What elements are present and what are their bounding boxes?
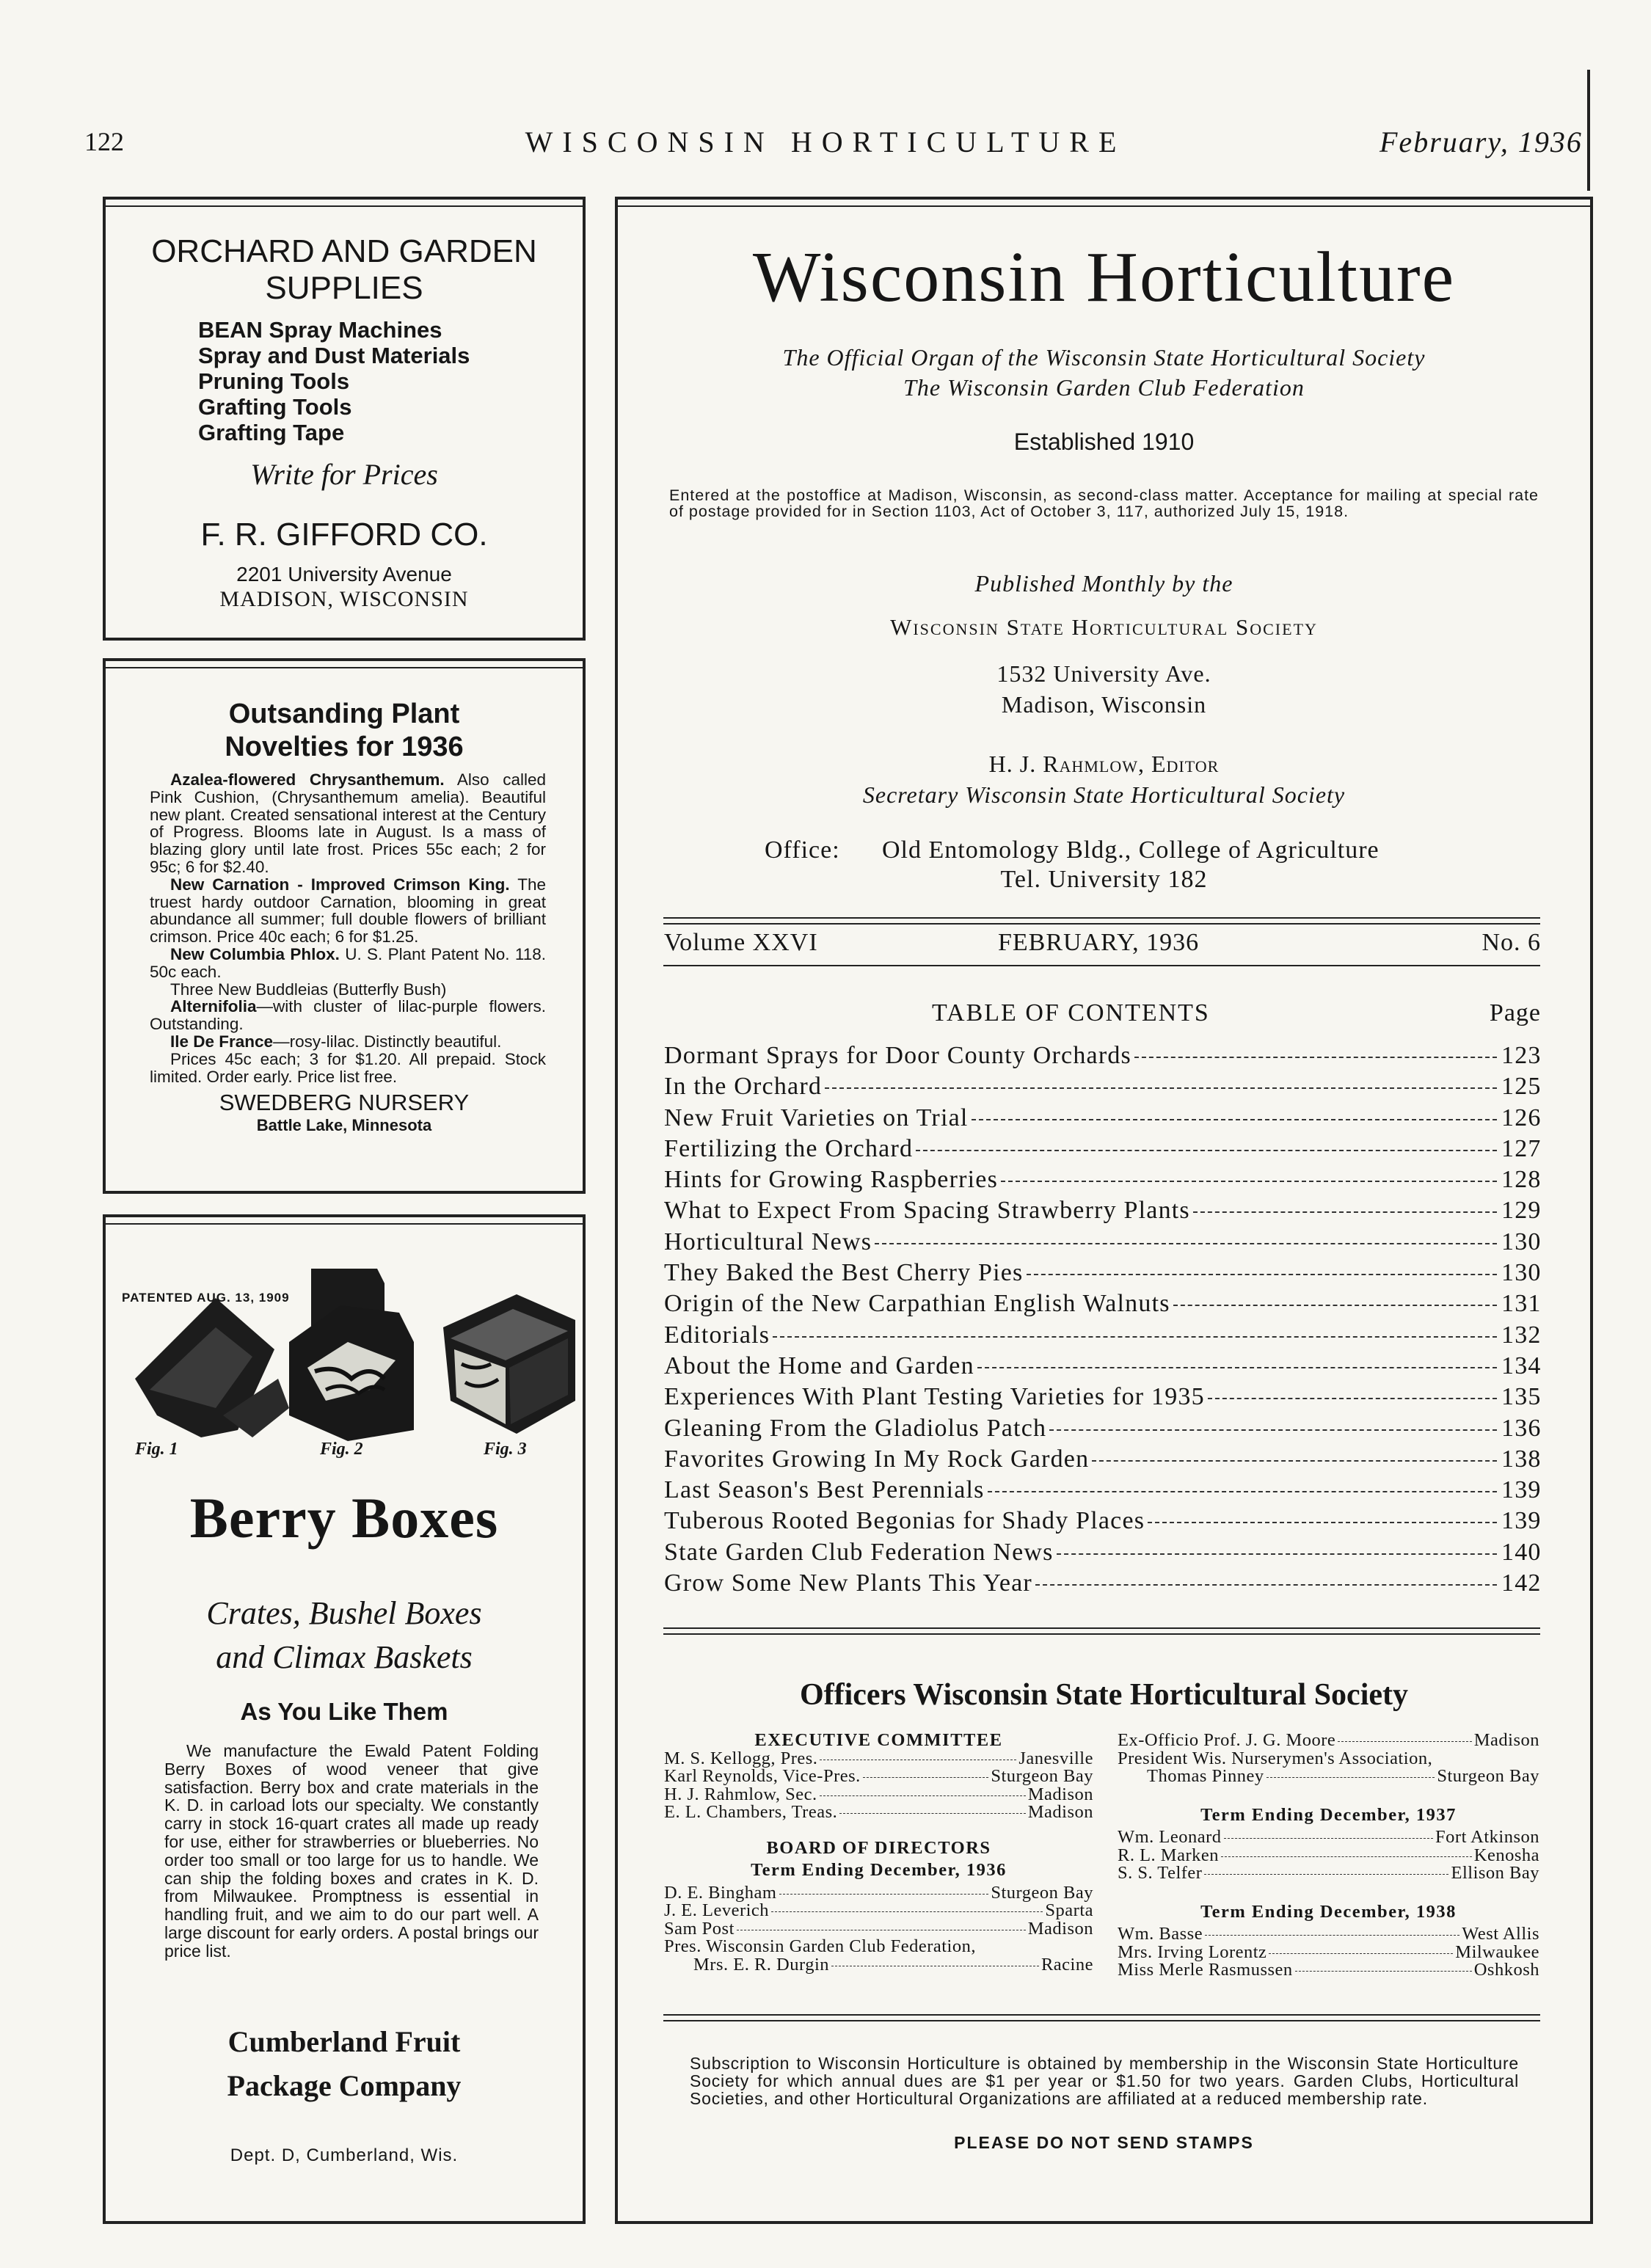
officer-row	[1118, 1925, 1539, 1944]
issue-number: No. 6	[1481, 929, 1541, 956]
no-stamps-notice: PLEASE DO NOT SEND STAMPS	[954, 2133, 1254, 2152]
toc-entry	[664, 1569, 1541, 1600]
officer-row	[664, 1956, 1093, 1975]
toc-entry-title: Tuberous Rooted Begonias for Shady Places	[664, 1507, 1145, 1535]
toc-entry	[664, 1415, 1541, 1445]
cumberland-address: Dept. D, Cumberland, Wis.	[230, 2145, 459, 2165]
toc-entry-title: State Garden Club Federation News	[664, 1538, 1054, 1566]
rule	[663, 2020, 1540, 2021]
leader-dots	[1092, 1460, 1497, 1462]
gifford-item: Spray and Dust Materials	[198, 343, 470, 368]
subtitle-line: Crates, Bushel Boxes	[206, 1595, 482, 1631]
toc-entry-title: Hints for Growing Raspberries	[664, 1166, 999, 1194]
leader-dots	[1027, 1274, 1498, 1275]
leader-dots	[988, 1491, 1497, 1492]
officer-row	[664, 1902, 1093, 1920]
cumberland-body: We manufacture the Ewald Patent Folding Berry Boxes of wood veneer that give satisfaction. Berry box and crate materials in the K. D. in carload lots our specialty. We constantly carry in stock 16-quart crates all made up ready for use, either for strawberries or blueberries. No order too small or too large for us to handle. We can ship the folding boxes and crates in K. D. from Milwaukee. Promptness is essential in handling fruit, and we aim to do our part well. A large discount for early orders. A postal brings our price list.	[164, 1741, 539, 1961]
organ-line: The Official Organ of the Wisconsin State Horticultural Society	[782, 344, 1426, 371]
officer-row	[664, 1786, 1093, 1804]
officer-row	[664, 1768, 1093, 1786]
board-1938-list	[1118, 1925, 1539, 1980]
term-1937-heading: Term Ending December, 1937	[1200, 1804, 1457, 1825]
swedberg-text: Three New Buddleias (Butterfly Bush)	[170, 980, 447, 999]
officer-row	[1118, 1847, 1539, 1865]
cumberland-slogan: As You Like Them	[240, 1698, 448, 1725]
organ-line: The Wisconsin Garden Club Federation	[903, 374, 1305, 401]
officer-row	[664, 1804, 1093, 1822]
toc-entry	[664, 1135, 1541, 1166]
gifford-item-list	[198, 317, 583, 445]
fig-label: Fig. 2	[320, 1440, 363, 1459]
officer-city: Madison	[1027, 1802, 1093, 1822]
leader-dots	[1295, 1971, 1472, 1972]
officer-name: Mrs. E. R. Durgin	[693, 1954, 830, 1975]
leader-dots	[1134, 1057, 1497, 1058]
toc-entry-title: Editorials	[664, 1321, 770, 1349]
swedberg-product: Ile De France	[170, 1032, 274, 1051]
swedberg-body	[150, 771, 546, 1085]
toc-entry-page: 130	[1501, 1228, 1542, 1255]
editor-block	[618, 748, 1590, 810]
swedberg-paragraph	[150, 981, 546, 999]
gifford-item: BEAN Spray Machines	[198, 317, 442, 343]
toc-entry-page: 123	[1501, 1042, 1542, 1069]
toc-entry	[664, 1259, 1541, 1290]
rule	[663, 2014, 1540, 2016]
swedberg-paragraph	[150, 876, 546, 946]
toc-entry	[664, 1197, 1541, 1228]
swedberg-text: —with cluster of lilac-purple flowers. Outstanding.	[150, 997, 546, 1034]
officer-row	[1118, 1941, 1539, 1962]
toc-entry-page: 132	[1501, 1321, 1542, 1349]
leader-dots	[820, 1795, 1026, 1796]
toc-entry-page: 136	[1501, 1414, 1542, 1442]
officer-row	[1118, 1732, 1539, 1750]
toc-entry-title: Grow Some New Plants This Year	[664, 1569, 1032, 1597]
toc-entry-title: What to Expect From Spacing Strawberry Plants	[664, 1197, 1190, 1225]
toc-entry-page: 142	[1501, 1569, 1542, 1597]
toc-entry	[664, 1321, 1541, 1352]
toc-entry-page: 135	[1501, 1383, 1542, 1411]
leader-dots	[1001, 1181, 1497, 1182]
fig-label: Fig. 1	[135, 1440, 178, 1459]
leader-dots	[1204, 1874, 1448, 1875]
volume-month: FEBRUARY, 1936	[998, 929, 1200, 956]
gifford-city: MADISON, WISCONSIN	[219, 587, 469, 611]
berry-boxes-title: Berry Boxes	[189, 1486, 499, 1550]
swedberg-text: Prices 45c each; 3 for $1.20. All prepaid. Stock limited. Order early. Price list free.	[150, 1049, 546, 1086]
toc-entry-page: 140	[1501, 1538, 1542, 1566]
officer-name: Ex-Officio Prof. J. G. Moore	[1118, 1730, 1336, 1750]
officer-row	[1118, 1864, 1539, 1883]
leader-dots	[1049, 1429, 1497, 1431]
swedberg-heading: Outsanding Plant Novelties for 1936	[225, 699, 464, 762]
gifford-item: Grafting Tape	[198, 420, 345, 445]
subtitle-line: and Climax Baskets	[216, 1639, 473, 1675]
rule	[663, 923, 1540, 925]
term-1936-heading: Term Ending December, 1936	[751, 1860, 1007, 1880]
toc-entry	[664, 1383, 1541, 1414]
toc-entry-page: 128	[1501, 1166, 1542, 1194]
term-1938-heading: Term Ending December, 1938	[1200, 1901, 1457, 1922]
toc-entry-page: 126	[1501, 1104, 1542, 1131]
volume-line	[664, 929, 1541, 958]
officer-city: Janesville	[1018, 1748, 1093, 1768]
toc-entry	[664, 1104, 1541, 1135]
officer-name: E. L. Chambers, Treas.	[664, 1802, 838, 1822]
officer-city: Racine	[1040, 1954, 1093, 1975]
toc-entry-title: Origin of the New Carpathian English Walnuts	[664, 1290, 1170, 1318]
officer-name: J. E. Leverich	[664, 1900, 770, 1920]
toc-heading: TABLE OF CONTENTS	[932, 999, 1210, 1027]
officer-city: Madison	[1027, 1784, 1093, 1804]
board-1937-list	[1118, 1828, 1539, 1883]
swedberg-product: New Carnation - Improved Crimson King.	[170, 875, 510, 894]
toc-entry	[664, 1445, 1541, 1476]
leader-dots	[839, 1813, 1026, 1814]
cumberland-advertisement	[103, 1214, 586, 2224]
gifford-company: F. R. GIFFORD CO.	[200, 517, 488, 553]
fig3-crate-image	[443, 1294, 575, 1434]
office-address: Old Entomology Bldg., College of Agriculture	[882, 836, 1380, 864]
toc-entry-title: Gleaning From the Gladiolus Patch	[664, 1414, 1047, 1442]
leader-dots	[779, 1894, 989, 1895]
leader-dots	[1269, 1953, 1453, 1954]
berry-boxes-subtitle	[106, 1591, 583, 1680]
rule	[663, 917, 1540, 919]
leader-dots	[773, 1336, 1497, 1338]
postal-notice: Entered at the postoffice at Madison, Wisconsin, as second-class matter. Acceptance for mailing at special rate of postage provided for in Section 1103, Act of October 3, 117, authorized July 15, 1918.	[669, 486, 1539, 520]
leader-dots	[1208, 1398, 1497, 1399]
toc-entry	[664, 1507, 1541, 1538]
board-1936-list	[664, 1884, 1093, 1939]
leader-dots	[863, 1777, 989, 1778]
swedberg-text: —rosy-lilac. Distinctly beautiful.	[273, 1032, 502, 1051]
toc-entry-title: They Baked the Best Cherry Pies	[664, 1259, 1024, 1287]
gifford-item: Grafting Tools	[198, 394, 352, 420]
leader-dots	[1205, 1935, 1459, 1936]
officer-row	[664, 1920, 1093, 1939]
leader-dots	[916, 1150, 1497, 1151]
telephone: Tel. University 182	[1000, 866, 1208, 893]
toc-entry-page: 130	[1501, 1259, 1542, 1287]
swedberg-location: Battle Lake, Minnesota	[256, 1116, 432, 1135]
swedberg-advertisement	[103, 658, 586, 1194]
company-line: Package Company	[227, 2069, 462, 2102]
swedberg-product: Azalea-flowered Chrysanthemum.	[170, 770, 445, 789]
address-line: 1532 University Ave.	[996, 660, 1211, 687]
leader-dots	[875, 1243, 1497, 1244]
leader-dots	[1148, 1522, 1497, 1523]
swedberg-paragraph	[150, 771, 546, 876]
masthead-title: Wisconsin Horticulture	[752, 238, 1456, 317]
toc-entry-page: 139	[1501, 1476, 1542, 1504]
toc-entry-title: Horticultural News	[664, 1228, 872, 1255]
garden-pres-line: Pres. Wisconsin Garden Club Federation,	[664, 1936, 976, 1956]
leader-dots	[1221, 1856, 1472, 1857]
officer-city: Oshkosh	[1473, 1960, 1539, 1980]
officer-city: Sturgeon Bay	[991, 1766, 1093, 1786]
leader-dots	[1057, 1553, 1497, 1555]
volume-number: Volume XXVI	[664, 929, 818, 956]
running-title: WISCONSIN HORTICULTURE	[525, 125, 1126, 158]
leader-dots	[1173, 1305, 1497, 1306]
officer-row	[664, 1884, 1093, 1903]
leader-dots	[771, 1911, 1043, 1912]
toc-entry	[664, 1290, 1541, 1321]
swedberg-paragraph	[150, 1051, 546, 1086]
toc-page-label: Page	[1489, 999, 1541, 1027]
established-year: Established 1910	[1013, 429, 1195, 455]
toc-entry-title: About the Home and Garden	[664, 1352, 974, 1379]
officer-name: D. E. Bingham	[664, 1882, 777, 1903]
officer-row	[1118, 1961, 1539, 1980]
officer-city: Sturgeon Bay	[991, 1882, 1093, 1903]
leader-dots	[1338, 1741, 1471, 1742]
officers-title: Officers Wisconsin State Horticultural Society	[799, 1678, 1408, 1712]
swedberg-text: Also called Pink Cushion, (Chrysanthemum amelia). Beautiful new plant. Created sensational interest at the Century of Progress. Blooms late in August. Is a mass of blazing glory until late frost. Prices 55c each; 2 for 95c; 6 for $2.40.	[150, 770, 546, 876]
officer-city: Sparta	[1045, 1900, 1093, 1920]
executive-list	[664, 1750, 1093, 1822]
officer-name: M. S. Kellogg, Pres.	[664, 1748, 818, 1768]
toc-entry-page: 134	[1501, 1352, 1542, 1379]
officer-name: Wm. Leonard	[1118, 1827, 1222, 1847]
rule	[663, 1633, 1540, 1635]
swedberg-paragraph	[150, 1033, 546, 1051]
officer-name: Miss Merle Rasmussen	[1118, 1960, 1293, 1980]
toc-entry-title: Favorites Growing In My Rock Garden	[664, 1445, 1090, 1473]
toc-entry	[664, 1228, 1541, 1259]
cumberland-company	[106, 2020, 583, 2108]
toc-header	[664, 999, 1541, 1032]
editor-name: H. J. Rahmlow, Editor	[988, 751, 1220, 777]
official-organ	[618, 343, 1590, 403]
toc-entry-title: Fertilizing the Orchard	[664, 1134, 914, 1162]
officer-city: Sturgeon Bay	[1437, 1766, 1539, 1786]
table-of-contents	[664, 1042, 1541, 1600]
leader-dots	[1193, 1211, 1497, 1213]
officer-name: Thomas Pinney	[1147, 1766, 1264, 1786]
toc-entry	[664, 1352, 1541, 1383]
society-name: Wisconsin State Horticultural Society	[890, 614, 1318, 640]
officer-city: Kenosha	[1473, 1845, 1539, 1865]
fig-label: Fig. 3	[484, 1440, 527, 1459]
leader-dots	[977, 1367, 1497, 1368]
fig1-flat-box-image	[135, 1298, 289, 1437]
leader-dots	[1267, 1777, 1435, 1778]
rule	[663, 1627, 1540, 1629]
page-edge-rule	[1587, 70, 1590, 191]
swedberg-text: U. S. Plant Patent No. 118. 50c each.	[150, 944, 546, 981]
officer-name: Sam Post	[664, 1918, 735, 1939]
officer-city: Ellison Bay	[1451, 1863, 1539, 1883]
address-line: Madison, Wisconsin	[1001, 691, 1207, 718]
swedberg-product: New Columbia Phlox.	[170, 944, 340, 963]
toc-entry-title: New Fruit Varieties on Trial	[664, 1104, 969, 1131]
toc-entry-page: 139	[1501, 1507, 1542, 1535]
editor-title: Secretary Wisconsin State Horticultural Society	[862, 781, 1346, 808]
gifford-advertisement	[103, 197, 586, 641]
officer-city: Madison	[1473, 1730, 1539, 1750]
leader-dots	[972, 1119, 1497, 1120]
fig2-tall-box-image	[289, 1269, 414, 1441]
officer-name: H. J. Rahmlow, Sec.	[664, 1784, 817, 1804]
officer-city: Madison	[1027, 1918, 1093, 1939]
rule	[663, 965, 1540, 966]
office-line	[765, 835, 1380, 866]
toc-entry-title: In the Orchard	[664, 1073, 823, 1101]
patent-label: PATENTED AUG. 13, 1909	[122, 1291, 290, 1305]
officer-city: West Allis	[1462, 1924, 1539, 1944]
toc-entry	[664, 1166, 1541, 1197]
officer-city: Fort Atkinson	[1435, 1827, 1539, 1847]
officer-city: Milwaukee	[1455, 1941, 1539, 1962]
toc-entry	[664, 1073, 1541, 1104]
subscription-notice: Subscription to Wisconsin Horticulture is obtained by membership in the Wisconsin State Horticulture Society for which annual dues are $1 per year or $1.50 for two years. Garden Clubs, Horticultural Societies, and other Horticultural Organizations are affiliated at a reduced membership rate.	[690, 2054, 1519, 2108]
leader-dots	[1035, 1584, 1497, 1586]
toc-entry	[664, 1042, 1541, 1073]
officer-row	[664, 1750, 1093, 1768]
officers-right-column	[1118, 1732, 1539, 1980]
office-label: Office:	[765, 836, 840, 864]
swedberg-paragraph	[150, 998, 546, 1033]
toc-entry-page: 131	[1501, 1290, 1542, 1318]
swedberg-product: Alternifolia	[170, 997, 257, 1016]
leader-dots	[1224, 1838, 1433, 1839]
company-line: Cumberland Fruit	[227, 2025, 461, 2058]
officer-name: Mrs. Irving Lorentz	[1118, 1941, 1267, 1962]
toc-entry-title: Last Season's Best Perennials	[664, 1476, 985, 1504]
issue-date: February, 1936	[1380, 125, 1583, 158]
page-number: 122	[84, 127, 124, 156]
toc-entry-page: 129	[1501, 1197, 1542, 1225]
toc-entry-page: 125	[1501, 1073, 1542, 1101]
nursery-pres-line: President Wis. Nurserymen's Association,	[1118, 1748, 1433, 1768]
gifford-call-to-action: Write for Prices	[250, 458, 438, 491]
leader-dots	[825, 1087, 1497, 1089]
officer-name: Wm. Basse	[1118, 1924, 1203, 1944]
berry-box-illustration	[106, 1232, 588, 1445]
toc-entry-title: Dormant Sprays for Door County Orchards	[664, 1042, 1131, 1069]
gifford-heading: ORCHARD AND GARDEN SUPPLIES	[151, 233, 537, 306]
gifford-street: 2201 University Avenue	[236, 563, 452, 586]
gifford-item: Pruning Tools	[198, 368, 350, 394]
swedberg-nursery-name: SWEDBERG NURSERY	[219, 1090, 470, 1116]
toc-entry	[664, 1539, 1541, 1569]
board-heading: BOARD OF DIRECTORS	[766, 1837, 991, 1858]
toc-entry	[664, 1476, 1541, 1507]
toc-entry-page: 138	[1501, 1445, 1542, 1473]
swedberg-paragraph	[150, 946, 546, 981]
officer-name: Karl Reynolds, Vice-Pres.	[664, 1766, 861, 1786]
officer-row	[1118, 1768, 1539, 1786]
toc-entry-page: 127	[1501, 1134, 1542, 1162]
executive-heading: EXECUTIVE COMMITTEE	[754, 1730, 1003, 1750]
society-address	[618, 658, 1590, 720]
officers-left-column	[664, 1732, 1093, 1974]
officer-name: R. L. Marken	[1118, 1845, 1219, 1865]
published-by: Published Monthly by the	[974, 570, 1233, 597]
officer-row	[1118, 1828, 1539, 1847]
toc-entry-title: Experiences With Plant Testing Varieties for 1935	[664, 1383, 1205, 1411]
swedberg-text: The truest hardy outdoor Carnation, blooming in great abundance all summer; full double flowers of brilliant crimson. Price 40c each; 6 for $1.25.	[150, 875, 546, 947]
officer-name: S. S. Telfer	[1118, 1863, 1203, 1883]
